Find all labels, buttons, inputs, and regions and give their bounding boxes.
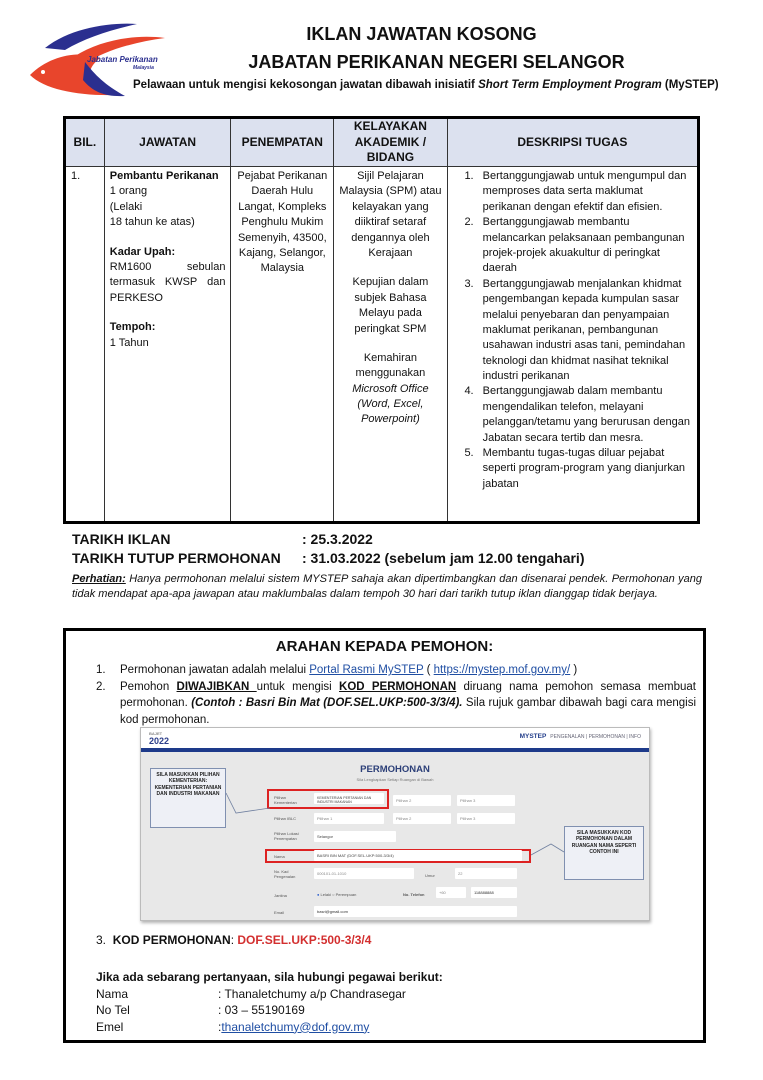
cell-deskripsi — [447, 167, 698, 523]
col-header-bil: BIL. — [65, 118, 105, 167]
bajet-logo: BAJET 2022 — [149, 731, 170, 746]
cell-bil: 1. — [65, 167, 105, 523]
instruction-item-1: 1. Permohonan jawatan adalah melalui Portal Rasmi MySTEP ( https://mystep.mof.gov.my/ ) — [96, 664, 578, 676]
form-heading: PERMOHONAN — [360, 764, 430, 775]
wage-line3: PERKESO — [109, 291, 163, 304]
callout-kementerian: SILA MASUKKAN PILIHAN KEMENTERIAN: KEMENTERIAN PERTANIAN DAN INDUSTRI MAKANAN — [150, 768, 226, 828]
kelayakan-bm: Kepujian dalam subjek Bahasa Melayu pada peringkat SPM — [352, 276, 429, 335]
wage-line1: RM1600 sebulan — [109, 260, 226, 273]
task-item: 1. Bertanggungjawab untuk mengumpul dan memproses data serta maklumat perikanan dengan efektif dan efisien. — [477, 169, 692, 215]
col-header-penempatan: PENEMPATAN — [231, 118, 334, 167]
closing-date-value: : 31.03.2022 (sebelum jam 12.00 tengahari) — [302, 550, 585, 566]
wage-line2: termasuk KWSP dan — [109, 276, 226, 289]
ad-date-label: TARIKH IKLAN — [72, 531, 171, 547]
callout-kod: SILA MASUKKAN KOD PERMOHONAN DALAM RUANGAN NAMA SEPERTI CONTOH INI — [564, 826, 644, 880]
mystep-url-link[interactable]: https://mystep.mof.gov.my/ — [433, 664, 571, 676]
contact-name: : Thanaletchumy a/p Chandrasegar — [218, 986, 406, 1001]
subtitle: Pelawaan untuk mengisi kekosongan jawatan dibawah inisiatif Short Term Employment Program (MySTEP) — [133, 79, 719, 91]
task-list — [453, 169, 692, 492]
instruction-item-3: 3. KOD PERMOHONAN: DOF.SEL.UKP:500-3/3/4 — [96, 933, 372, 947]
col-header-kelayakan: KELAYAKAN AKADEMIK / BIDANG — [334, 118, 448, 167]
table-row — [65, 167, 699, 523]
tempoh-value: 1 Tahun — [109, 336, 149, 349]
kelayakan-office: Microsoft Office (Word, Excel, Powerpoint) — [352, 382, 429, 426]
contact-section: Jika ada sebarang pertanyaan, sila hubungi pegawai berikut: Nama : Thanaletchumy a/p Chandrasegar No Tel : 03 – 55190169 Emel : thanaletchumy@dof.gov.my — [96, 970, 443, 1034]
col-header-deskripsi: DESKRIPSI TUGAS — [447, 118, 698, 167]
kod-value: DOF.SEL.UKP:500-3/3/4 — [237, 933, 372, 947]
cell-kelayakan — [334, 167, 448, 523]
tempoh-label: Tempoh: — [109, 321, 156, 334]
callout-right-connector-icon — [531, 840, 565, 860]
contact-email-link[interactable]: thanaletchumy@dof.gov.my — [221, 1019, 370, 1034]
job-age: 18 tahun ke atas) — [109, 216, 195, 229]
instructions-box — [63, 628, 706, 1043]
department-title: JABATAN PERIKANAN NEGERI SELANGOR — [248, 52, 625, 72]
job-gender: (Lelaki — [109, 200, 143, 213]
page-title: IKLAN JAWATAN KOSONG — [306, 24, 537, 44]
kementerian-highlight — [267, 789, 389, 809]
logo-subtext: Malaysia — [133, 65, 154, 71]
wage-label: Kadar Upah: — [109, 245, 176, 258]
portal-link[interactable]: Portal Rasmi MySTEP — [309, 664, 424, 676]
dates-section — [72, 531, 584, 569]
task-item: 3. Bertanggungjawab menjalankan khidmat pengembangan kepada kumpulan sasar melalui penyebaran dan penyampaian maklumat perikanan, pembangunan usahawan industri asas tani, pemindahan teknologi dan khidmat nasihat teknikal industri perikanan — [477, 277, 692, 385]
instruction-item-2: 2. Pemohon DIWAJIBKAN untuk mengisi KOD PERMOHONAN diruang nama pemohon semasa membuat permohonan. (Contoh : Basri Bin Mat (DOF.SEL.UKP:500-3/3/4). Sila rujuk gambar dibawah bagi cara mengisi kod permohonan. — [96, 681, 697, 726]
notice-text: Hanya permohonan melalui sistem MYSTEP sahaja akan dipertimbangkan dan disenarai pendek. Permohonan yang tidak mendapat apa-apa jawapan atau maklumbalas dalam tempoh 30 hari dari tarikh tutup iklan dianggap tidak berjaya. — [72, 573, 702, 601]
cell-penempatan: Pejabat Perikanan Daerah Hulu Langat, Kompleks Penghulu Mukim Semenyih, 43500, Kajang, Selangor, Malaysia — [231, 167, 334, 523]
task-item: 2. Bertanggungjawab membantu melancarkan pelaksanaan pembangunan projek-projek akuakultur di peringkat daerah — [477, 215, 692, 277]
col-header-jawatan: JAWATAN — [104, 118, 231, 167]
instructions-title: ARAHAN KEPADA PEMOHON: — [275, 638, 494, 655]
contact-heading: Jika ada sebarang pertanyaan, sila hubungi pegawai berikut: — [96, 970, 443, 984]
task-item: 4. Bertanggungjawab dalam membantu mengendalikan telefon, melayani pelanggan/tetamu yang berurusan dengan Jabatan secara tertib dan mesra. — [477, 384, 692, 446]
logo-text: Jabatan Perikanan — [87, 55, 158, 64]
kelayakan-spm: Sijil Pelajaran Malaysia (SPM) atau kelayakan yang diiktiraf setaraf dengannya oleh Kerajaan — [339, 170, 442, 259]
job-title: Pembantu Perikanan — [109, 170, 219, 182]
form-subheading: Sila Lengkapkan Setiap Ruangan di Bawah — [356, 777, 434, 782]
job-table — [63, 116, 700, 524]
job-count: 1 orang — [109, 185, 148, 198]
task-item: 5. Membantu tugas-tugas diluar pejabat seperti program-program yang dianjurkan jabatan — [477, 446, 692, 492]
closing-date-label: TARIKH TUTUP PERMOHONAN — [72, 550, 281, 566]
notice — [72, 572, 702, 603]
notice-label: Perhatian: — [72, 573, 126, 585]
ad-date-value: : 25.3.2022 — [302, 531, 373, 547]
contact-phone: : 03 – 55190169 — [218, 1003, 305, 1018]
callout-left-connector-icon — [226, 788, 271, 818]
cell-jawatan — [104, 167, 231, 523]
kelayakan-skill: Kemahiran menggunakan — [355, 351, 426, 380]
mystep-nav: MYSTEP PENGENALAN | PERMOHONAN | INFO — [519, 733, 641, 740]
mystep-form-screenshot: BAJET 2022 MYSTEP PENGENALAN | PERMOHONAN | INFO PERMOHONAN Sila Lengkapkan Setiap Ruangan di Bawah Pilihan Kementerian KEMENTERIAN PERTANIAN DAN INDUSTRI MAKANAN Pilihan 2 Pilihan 3 Pilihan IBLC Pilihan 1 Pilihan 2 Pilihan 3 Pilihan Lokasi Penempatan Selangor Nama BASRI BIN MAT (DOF.SEL.UKP:500-3/3/4) No. Kad Pengenalan 000101-01-1010 Umur 22 Jantina ● Lelaki ○ Perempuan No. Telefon +60 118888888 Email basri@gmail.com SILA MASUKKAN PILIHAN KEMENTERIAN: KEMENTERIAN PERTANIAN DAN INDUSTRI MAKANAN SILA MASUKKAN KOD PERMOHONAN DALAM RUANGAN NAMA SEPERTI CONTOH INI — [140, 727, 650, 921]
kod-label: KOD PERMOHONAN — [112, 933, 231, 947]
